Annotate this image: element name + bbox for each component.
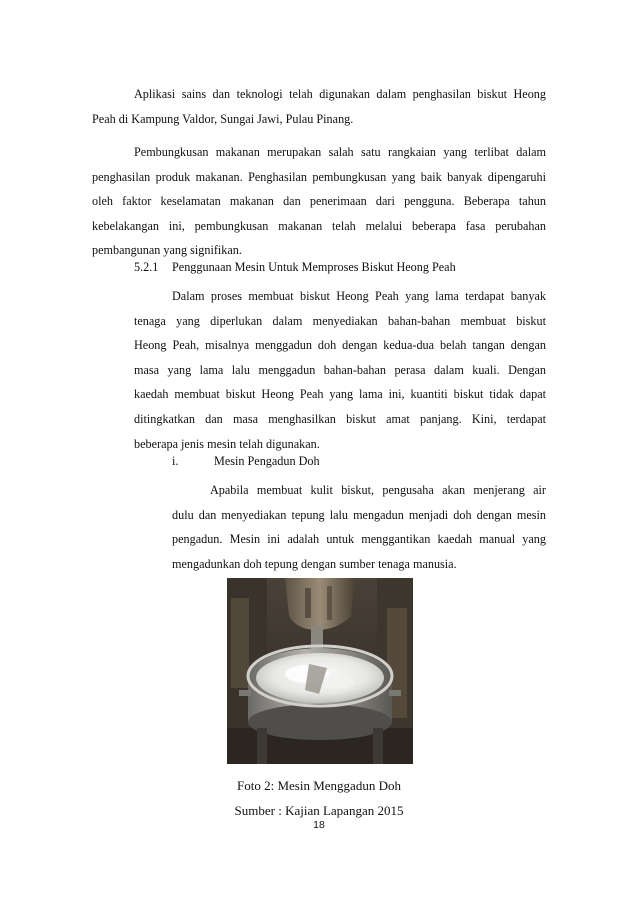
figure-caption: Foto 2: Mesin Menggadun Doh: [237, 778, 401, 793]
text-line: masa yang lama lalu menggadun bahan-bahan perasa dalam kuali. Dengan: [134, 362, 546, 377]
text-line: kaedah membuat biskut Heong Peah yang lama ini, kuantiti biskut tidak dapat: [134, 387, 546, 402]
paragraph-1: [92, 82, 546, 131]
text-line: Peah di Kampung Valdor, Sungai Jawi, Pulau Pinang.: [92, 111, 354, 126]
figure-source: Sumber : Kajian Lapangan 2015: [234, 803, 404, 818]
text-line: pengadun. Mesin ini adalah untuk menggantikan kaedah manual yang: [172, 532, 546, 547]
section-heading: [134, 255, 554, 280]
sub-heading: [172, 449, 552, 474]
text-line: Pembungkusan makanan merupakan salah satu rangkaian yang terlibat dalam: [134, 145, 546, 159]
section-number: 5.2.1: [134, 260, 159, 274]
paragraph-4: [172, 478, 546, 576]
text-line: Dalam proses membuat biskut Heong Peah yang lama terdapat banyak: [172, 289, 546, 303]
text-line: Apabila membuat kulit biskut, pengusaha akan menjerang air: [210, 483, 546, 497]
text-line: beberapa jenis mesin telah digunakan.: [134, 436, 320, 451]
section-title: Penggunaan Mesin Untuk Memproses Biskut Heong Peah: [172, 260, 456, 274]
text-line: ditingkatkan dan masa menghasilkan biskut amat panjang. Kini, terdapat: [134, 411, 546, 426]
text-line: oleh faktor keselamatan makanan dan penerimaan dari pengguna. Beberapa tahun: [92, 194, 546, 209]
text-line: Aplikasi sains dan teknologi telah digunakan dalam penghasilan biskut Heong: [134, 87, 546, 101]
page-number: 18: [313, 819, 325, 831]
sub-heading-title: Mesin Pengadun Doh: [214, 454, 320, 468]
dough-mixer-photo: [227, 578, 413, 764]
text-line: dulu dan menyediakan tepung lalu mengadun menjadi doh dengan mesin: [172, 507, 546, 522]
text-line: mengadunkan doh tepung dengan sumber tenaga manusia.: [172, 556, 457, 571]
text-line: pembangunan yang signifikan.: [92, 243, 242, 258]
paragraph-3: [134, 284, 546, 456]
paragraph-2: [92, 140, 546, 263]
text-line: kebelakangan ini, pembungkusan makanan telah melalui beberapa fasa perubahan: [92, 218, 546, 233]
text-line: penghasilan produk makanan. Penghasilan pembungkusan yang baik banyak dipengaruhi: [92, 169, 546, 184]
text-line: tenaga yang diperlukan dalam menyediakan bahan-bahan membuat biskut: [134, 313, 546, 328]
text-line: Heong Peah, misalnya menggadun doh dengan kedua-dua belah tangan dengan: [134, 338, 546, 353]
sub-heading-number: i.: [172, 454, 179, 468]
